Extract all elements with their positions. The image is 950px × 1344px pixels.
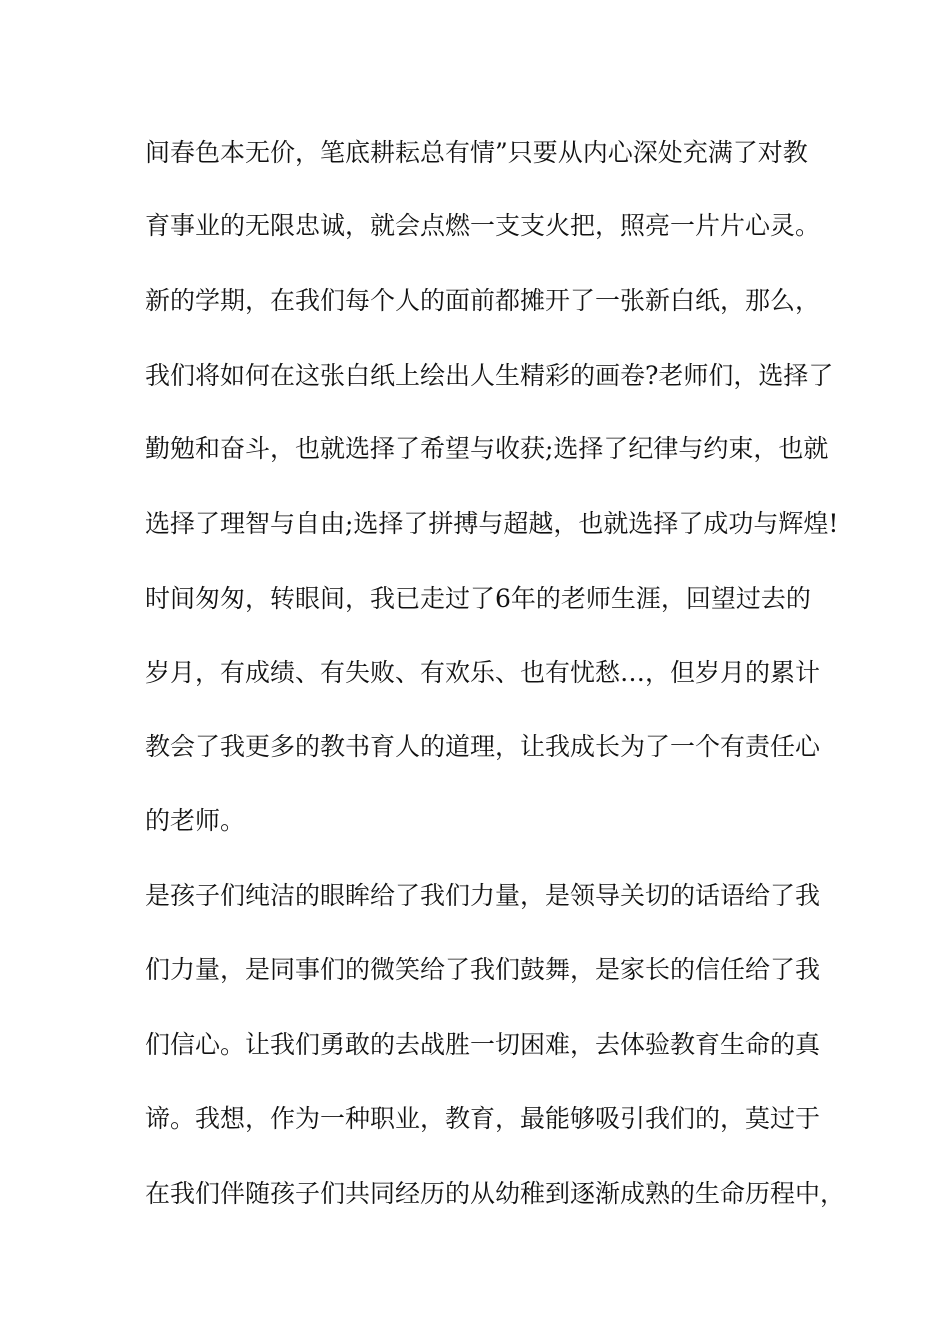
text-line: 是孩子们纯洁的眼眸给了我们力量，是领导关切的话语给了我 — [145, 881, 821, 910]
text-line: 新的学期，在我们每个人的面前都摊开了一张新白纸，那么， — [145, 286, 821, 315]
text-line: 勤勉和奋斗，也就选择了希望与收获;选择了纪律与约束，也就 — [145, 434, 829, 463]
text-line: 们力量，是同事们的微笑给了我们鼓舞，是家长的信任给了我 — [145, 955, 821, 984]
text-line: 的老师。 — [145, 806, 246, 835]
text-line: 时间匆匆，转眼间，我已走过了6年的老师生涯，回望过去的 — [145, 584, 811, 613]
text-line: 间春色本无价，笔底耕耘总有情”只要从内心深处充满了对教 — [145, 138, 808, 167]
text-line: 岁月，有成绩、有失败、有欢乐、也有忧愁…，但岁月的累计 — [145, 658, 821, 687]
text-line: 选择了理智与自由;选择了拼搏与超越，也就选择了成功与辉煌! — [145, 509, 839, 538]
text-line: 我们将如何在这张白纸上绘出人生精彩的画卷?老师们，选择了 — [145, 361, 834, 390]
text-line: 在我们伴随孩子们共同经历的从幼稚到逐渐成熟的生命历程中， — [145, 1179, 846, 1208]
text-line: 育事业的无限忠诚，就会点燃一支支火把，照亮一片片心灵。 — [145, 211, 821, 240]
text-line: 谛。我想，作为一种职业，教育，最能够吸引我们的，莫过于 — [145, 1104, 821, 1133]
text-line: 教会了我更多的教书育人的道理，让我成长为了一个有责任心 — [145, 732, 821, 761]
text-line: 们信心。让我们勇敢的去战胜一切困难，去体验教育生命的真 — [145, 1030, 821, 1059]
